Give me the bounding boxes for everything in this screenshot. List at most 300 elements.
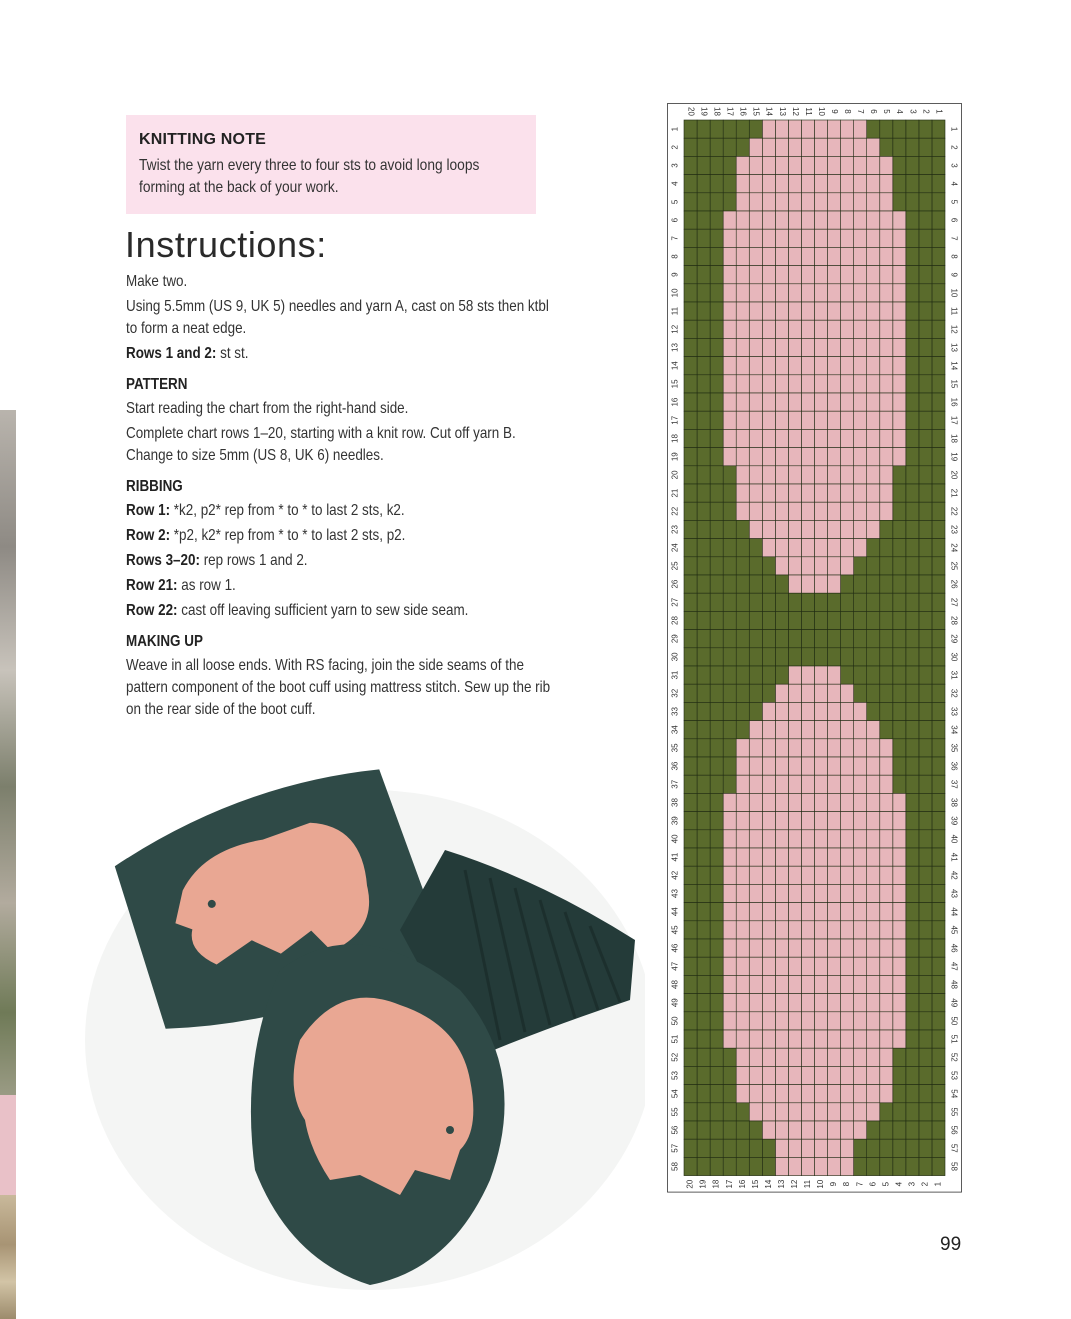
chart-cell-motif bbox=[867, 775, 880, 793]
chart-cell-motif bbox=[723, 411, 736, 429]
chart-cell-background bbox=[880, 702, 893, 720]
chart-cell-background bbox=[697, 884, 710, 902]
chart-cell-background bbox=[749, 557, 762, 575]
chart-cell-motif bbox=[775, 520, 788, 538]
chart-cell-motif bbox=[775, 557, 788, 575]
chart-cell-background bbox=[919, 357, 932, 375]
chart-cell-background bbox=[723, 1103, 736, 1121]
chart-cell-background bbox=[775, 630, 788, 648]
chart-cell-motif bbox=[880, 957, 893, 975]
stitch-number-label: 38 bbox=[670, 798, 680, 807]
chart-cell-motif bbox=[841, 812, 854, 830]
chart-cell-motif bbox=[801, 739, 814, 757]
chart-cell-background bbox=[932, 338, 945, 356]
chart-cell-background bbox=[710, 812, 723, 830]
ribbing-row bbox=[126, 500, 563, 522]
chart-cell-motif bbox=[854, 229, 867, 247]
stitch-number-label: 4 bbox=[949, 181, 959, 186]
chart-cell-background bbox=[919, 1066, 932, 1084]
chart-cell-motif bbox=[801, 448, 814, 466]
chart-cell-background bbox=[710, 957, 723, 975]
colourwork-chart bbox=[667, 103, 963, 1195]
chart-cell-motif bbox=[762, 812, 775, 830]
chart-cell-motif bbox=[801, 903, 814, 921]
chart-cell-background bbox=[893, 702, 906, 720]
chart-cell-background bbox=[762, 575, 775, 593]
chart-cell-background bbox=[697, 156, 710, 174]
chart-cell-background bbox=[919, 229, 932, 247]
chart-cell-background bbox=[723, 739, 736, 757]
chart-cell-motif bbox=[854, 247, 867, 265]
chart-cell-background bbox=[919, 630, 932, 648]
stitch-number-label: 45 bbox=[670, 925, 680, 935]
chart-cell-motif bbox=[828, 994, 841, 1012]
chart-cell-motif bbox=[762, 702, 775, 720]
chart-cell-background bbox=[906, 502, 919, 520]
chart-cell-background bbox=[919, 866, 932, 884]
chart-cell-background bbox=[697, 648, 710, 666]
chart-cell-background bbox=[893, 575, 906, 593]
chart-cell-background bbox=[880, 1139, 893, 1157]
chart-cell-motif bbox=[788, 284, 801, 302]
chart-cell-background bbox=[723, 1121, 736, 1139]
row-number-label: 14 bbox=[764, 107, 774, 116]
chart-cell-motif bbox=[828, 175, 841, 193]
chart-cell-background bbox=[684, 1048, 697, 1066]
chart-cell-background bbox=[710, 466, 723, 484]
chart-cell-motif bbox=[828, 921, 841, 939]
stitch-number-label: 48 bbox=[670, 980, 680, 989]
stitch-number-label: 22 bbox=[670, 506, 680, 516]
chart-cell-background bbox=[684, 429, 697, 447]
chart-cell-motif bbox=[854, 193, 867, 211]
chart-cell-motif bbox=[880, 448, 893, 466]
chart-cell-background bbox=[762, 1139, 775, 1157]
chart-cell-motif bbox=[815, 1012, 828, 1030]
stitch-number-label: 53 bbox=[670, 1071, 680, 1080]
chart-cell-motif bbox=[801, 138, 814, 156]
chart-cell-background bbox=[932, 721, 945, 739]
chart-cell-background bbox=[932, 1030, 945, 1048]
chart-cell-motif bbox=[723, 302, 736, 320]
stitch-number-label: 13 bbox=[949, 343, 959, 352]
chart-cell-background bbox=[919, 1157, 932, 1175]
chart-cell-background bbox=[906, 1085, 919, 1103]
chart-cell-motif bbox=[736, 884, 749, 902]
chart-cell-background bbox=[710, 193, 723, 211]
chart-cell-motif bbox=[723, 1030, 736, 1048]
chart-cell-background bbox=[893, 775, 906, 793]
chart-cell-motif bbox=[867, 1030, 880, 1048]
chart-cell-background bbox=[867, 611, 880, 629]
row-number-label: 17 bbox=[725, 107, 735, 116]
chart-cell-motif bbox=[788, 393, 801, 411]
chart-cell-background bbox=[697, 266, 710, 284]
chart-cell-motif bbox=[880, 775, 893, 793]
chart-cell-motif bbox=[749, 1048, 762, 1066]
stitch-number-label: 12 bbox=[949, 324, 959, 334]
chart-cell-motif bbox=[788, 156, 801, 174]
chart-cell-motif bbox=[762, 775, 775, 793]
chart-cell-motif bbox=[775, 975, 788, 993]
stitch-number-label: 10 bbox=[949, 288, 959, 298]
chart-cell-motif bbox=[736, 375, 749, 393]
stitch-number-label: 33 bbox=[949, 707, 959, 716]
row-number-label: 10 bbox=[816, 1179, 826, 1189]
chart-cell-background bbox=[684, 957, 697, 975]
chart-cell-background bbox=[893, 593, 906, 611]
chart-cell-motif bbox=[854, 211, 867, 229]
chart-cell-background bbox=[723, 666, 736, 684]
stitch-number-label: 26 bbox=[670, 579, 680, 589]
stitch-number-label: 39 bbox=[949, 816, 959, 826]
chart-cell-background bbox=[749, 575, 762, 593]
chart-cell-background bbox=[697, 903, 710, 921]
chart-cell-motif bbox=[788, 1030, 801, 1048]
chart-cell-motif bbox=[801, 666, 814, 684]
chart-cell-motif bbox=[736, 848, 749, 866]
chart-cell-background bbox=[697, 793, 710, 811]
chart-cell-background bbox=[906, 611, 919, 629]
chart-cell-motif bbox=[801, 539, 814, 557]
chart-cell-background bbox=[697, 411, 710, 429]
chart-cell-motif bbox=[788, 721, 801, 739]
chart-cell-background bbox=[880, 1121, 893, 1139]
chart-cell-motif bbox=[841, 921, 854, 939]
stitch-number-label: 34 bbox=[670, 725, 680, 735]
chart-cell-background bbox=[893, 757, 906, 775]
chart-cell-motif bbox=[867, 921, 880, 939]
chart-cell-motif bbox=[788, 848, 801, 866]
chart-cell-motif bbox=[880, 1048, 893, 1066]
chart-cell-motif bbox=[749, 866, 762, 884]
chart-cell-background bbox=[697, 666, 710, 684]
chart-cell-motif bbox=[815, 1139, 828, 1157]
chart-cell-background bbox=[736, 575, 749, 593]
chart-cell-motif bbox=[841, 757, 854, 775]
chart-cell-motif bbox=[762, 757, 775, 775]
chart-cell-background bbox=[710, 1121, 723, 1139]
chart-cell-background bbox=[736, 539, 749, 557]
chart-cell-motif bbox=[775, 702, 788, 720]
chart-cell-motif bbox=[828, 557, 841, 575]
chart-cell-motif bbox=[841, 247, 854, 265]
chart-cell-background bbox=[906, 1103, 919, 1121]
chart-cell-motif bbox=[841, 1012, 854, 1030]
chart-cell-motif bbox=[762, 229, 775, 247]
chart-cell-background bbox=[906, 739, 919, 757]
chart-cell-background bbox=[684, 175, 697, 193]
ribbing-row-label: Rows 3–20: bbox=[126, 552, 200, 569]
chart-cell-motif bbox=[749, 156, 762, 174]
chart-cell-motif bbox=[854, 502, 867, 520]
chart-cell-background bbox=[932, 975, 945, 993]
chart-cell-background bbox=[919, 775, 932, 793]
chart-cell-motif bbox=[788, 338, 801, 356]
chart-cell-background bbox=[841, 648, 854, 666]
chart-cell-background bbox=[932, 812, 945, 830]
chart-cell-background bbox=[919, 429, 932, 447]
chart-cell-background bbox=[919, 757, 932, 775]
chart-cell-motif bbox=[723, 1012, 736, 1030]
chart-cell-motif bbox=[828, 448, 841, 466]
chart-cell-motif bbox=[749, 320, 762, 338]
chart-cell-background bbox=[736, 1121, 749, 1139]
chart-cell-background bbox=[906, 648, 919, 666]
chart-cell-motif bbox=[828, 1139, 841, 1157]
chart-cell-motif bbox=[788, 484, 801, 502]
row-number-label: 15 bbox=[751, 107, 761, 116]
chart-cell-motif bbox=[893, 848, 906, 866]
chart-cell-background bbox=[736, 611, 749, 629]
chart-cell-motif bbox=[762, 903, 775, 921]
chart-cell-motif bbox=[788, 266, 801, 284]
chart-cell-background bbox=[697, 247, 710, 265]
chart-cell-background bbox=[749, 666, 762, 684]
stitch-number-label: 28 bbox=[670, 616, 680, 625]
chart-cell-motif bbox=[749, 429, 762, 447]
stitch-number-label: 42 bbox=[670, 870, 680, 880]
chart-cell-background bbox=[906, 375, 919, 393]
stitch-number-label: 46 bbox=[949, 943, 959, 953]
row-number-label: 19 bbox=[698, 1179, 708, 1189]
chart-cell-motif bbox=[736, 830, 749, 848]
ribbing-row-label: Row 22: bbox=[126, 602, 178, 619]
chart-cell-motif bbox=[841, 1103, 854, 1121]
chart-cell-background bbox=[710, 557, 723, 575]
stitch-number-label: 17 bbox=[949, 415, 959, 425]
chart-cell-background bbox=[932, 702, 945, 720]
chart-cell-motif bbox=[775, 1103, 788, 1121]
chart-cell-motif bbox=[762, 1085, 775, 1103]
chart-cell-motif bbox=[880, 156, 893, 174]
chart-cell-motif bbox=[775, 284, 788, 302]
chart-cell-motif bbox=[867, 338, 880, 356]
chart-cell-motif bbox=[841, 1139, 854, 1157]
stitch-number-label: 57 bbox=[670, 1143, 680, 1153]
chart-cell-background bbox=[906, 975, 919, 993]
chart-cell-motif bbox=[749, 247, 762, 265]
chart-cell-background bbox=[932, 775, 945, 793]
chart-cell-motif bbox=[893, 211, 906, 229]
chart-cell-background bbox=[906, 757, 919, 775]
chart-cell-motif bbox=[854, 429, 867, 447]
chart-cell-background bbox=[919, 994, 932, 1012]
chart-cell-motif bbox=[815, 757, 828, 775]
chart-cell-motif bbox=[854, 448, 867, 466]
chart-cell-motif bbox=[749, 1012, 762, 1030]
chart-cell-background bbox=[684, 302, 697, 320]
chart-cell-motif bbox=[788, 884, 801, 902]
chart-cell-motif bbox=[815, 357, 828, 375]
chart-cell-motif bbox=[736, 1030, 749, 1048]
chart-cell-motif bbox=[880, 975, 893, 993]
chart-cell-motif bbox=[801, 866, 814, 884]
chart-cell-background bbox=[710, 593, 723, 611]
chart-cell-motif bbox=[736, 266, 749, 284]
chart-cell-motif bbox=[749, 830, 762, 848]
chart-cell-background bbox=[828, 648, 841, 666]
chart-cell-background bbox=[932, 266, 945, 284]
stitch-number-label: 35 bbox=[949, 743, 959, 753]
chart-cell-background bbox=[906, 630, 919, 648]
chart-cell-background bbox=[788, 611, 801, 629]
chart-cell-motif bbox=[788, 520, 801, 538]
chart-cell-background bbox=[828, 630, 841, 648]
chart-cell-motif bbox=[854, 739, 867, 757]
stitch-number-label: 58 bbox=[670, 1162, 680, 1171]
chart-cell-motif bbox=[828, 211, 841, 229]
chart-cell-motif bbox=[762, 120, 775, 138]
chart-cell-motif bbox=[762, 502, 775, 520]
chart-cell-motif bbox=[854, 1012, 867, 1030]
chart-cell-motif bbox=[762, 175, 775, 193]
row-number-label: 16 bbox=[737, 1179, 747, 1189]
chart-cell-motif bbox=[828, 1121, 841, 1139]
row-number-label: 5 bbox=[882, 109, 892, 114]
chart-cell-motif bbox=[828, 975, 841, 993]
chart-cell-motif bbox=[749, 266, 762, 284]
chart-cell-motif bbox=[736, 284, 749, 302]
chart-cell-motif bbox=[841, 502, 854, 520]
chart-cell-background bbox=[906, 284, 919, 302]
chart-cell-motif bbox=[762, 1048, 775, 1066]
chart-cell-motif bbox=[880, 411, 893, 429]
chart-cell-background bbox=[867, 593, 880, 611]
chart-cell-motif bbox=[723, 266, 736, 284]
knitting-note-title: KNITTING NOTE bbox=[139, 131, 267, 148]
chart-cell-background bbox=[697, 1139, 710, 1157]
stitch-number-label: 48 bbox=[949, 980, 959, 989]
chart-cell-motif bbox=[867, 466, 880, 484]
chart-cell-motif bbox=[762, 921, 775, 939]
chart-cell-motif bbox=[828, 411, 841, 429]
chart-cell-background bbox=[801, 593, 814, 611]
chart-cell-background bbox=[723, 484, 736, 502]
chart-cell-background bbox=[684, 1085, 697, 1103]
chart-cell-motif bbox=[815, 903, 828, 921]
chart-cell-background bbox=[932, 284, 945, 302]
stitch-number-label: 57 bbox=[949, 1143, 959, 1153]
stitch-number-label: 2 bbox=[949, 145, 959, 150]
chart-cell-background bbox=[919, 921, 932, 939]
chart-cell-background bbox=[684, 484, 697, 502]
chart-cell-motif bbox=[893, 411, 906, 429]
chart-cell-motif bbox=[801, 793, 814, 811]
chart-cell-background bbox=[893, 120, 906, 138]
chart-cell-motif bbox=[775, 393, 788, 411]
chart-cell-motif bbox=[775, 812, 788, 830]
chart-cell-motif bbox=[801, 775, 814, 793]
chart-cell-background bbox=[684, 793, 697, 811]
chart-cell-background bbox=[932, 557, 945, 575]
stitch-number-label: 10 bbox=[670, 288, 680, 298]
chart-cell-background bbox=[684, 739, 697, 757]
chart-cell-motif bbox=[867, 1085, 880, 1103]
chart-cell-motif bbox=[854, 903, 867, 921]
chart-cell-motif bbox=[788, 1121, 801, 1139]
chart-cell-background bbox=[723, 611, 736, 629]
chart-cell-background bbox=[710, 229, 723, 247]
chart-cell-motif bbox=[867, 739, 880, 757]
knitting-note-text: Twist the yarn every three to four sts to avoid long loops forming at the back of your work. bbox=[139, 157, 480, 196]
chart-cell-background bbox=[919, 302, 932, 320]
row-number-label: 14 bbox=[763, 1179, 773, 1189]
chart-cell-motif bbox=[854, 1103, 867, 1121]
chart-cell-background bbox=[932, 1066, 945, 1084]
chart-cell-motif bbox=[749, 739, 762, 757]
stitch-number-label: 25 bbox=[949, 561, 959, 571]
chart-cell-motif bbox=[788, 903, 801, 921]
chart-cell-motif bbox=[801, 320, 814, 338]
stitch-number-label: 30 bbox=[949, 652, 959, 662]
chart-cell-background bbox=[762, 593, 775, 611]
chart-cell-motif bbox=[788, 812, 801, 830]
chart-cell-motif bbox=[788, 247, 801, 265]
stitch-number-label: 43 bbox=[670, 889, 680, 898]
chart-cell-background bbox=[906, 338, 919, 356]
stitch-number-label: 35 bbox=[670, 743, 680, 753]
chart-cell-motif bbox=[736, 812, 749, 830]
chart-cell-motif bbox=[841, 775, 854, 793]
chart-cell-background bbox=[697, 611, 710, 629]
chart-cell-motif bbox=[815, 921, 828, 939]
chart-cell-background bbox=[906, 266, 919, 284]
chart-cell-background bbox=[710, 775, 723, 793]
chart-cell-background bbox=[906, 684, 919, 702]
chart-cell-motif bbox=[854, 156, 867, 174]
chart-cell-motif bbox=[762, 193, 775, 211]
chart-cell-motif bbox=[723, 393, 736, 411]
chart-cell-background bbox=[906, 156, 919, 174]
stitch-number-label: 5 bbox=[670, 199, 680, 205]
chart-cell-background bbox=[906, 1139, 919, 1157]
chart-cell-motif bbox=[775, 1139, 788, 1157]
chart-cell-motif bbox=[828, 357, 841, 375]
chart-cell-motif bbox=[893, 884, 906, 902]
chart-cell-motif bbox=[775, 375, 788, 393]
instructions-heading: Instructions: bbox=[125, 224, 327, 265]
chart-cell-motif bbox=[815, 739, 828, 757]
chart-cell-background bbox=[854, 666, 867, 684]
chart-cell-background bbox=[684, 775, 697, 793]
chart-cell-motif bbox=[815, 1048, 828, 1066]
chart-cell-background bbox=[919, 411, 932, 429]
chart-cell-motif bbox=[893, 830, 906, 848]
chart-cell-background bbox=[906, 921, 919, 939]
chart-cell-background bbox=[919, 520, 932, 538]
chart-cell-motif bbox=[775, 1085, 788, 1103]
chart-cell-motif bbox=[854, 775, 867, 793]
chart-cell-background bbox=[684, 357, 697, 375]
stitch-number-label: 41 bbox=[670, 852, 680, 862]
stitch-number-label: 19 bbox=[670, 452, 680, 462]
chart-cell-background bbox=[906, 812, 919, 830]
chart-cell-motif bbox=[841, 138, 854, 156]
stitch-number-label: 16 bbox=[670, 397, 680, 407]
chart-cell-background bbox=[854, 648, 867, 666]
chart-cell-background bbox=[893, 1048, 906, 1066]
chart-cell-background bbox=[893, 1157, 906, 1175]
chart-cell-background bbox=[710, 175, 723, 193]
stitch-number-label: 8 bbox=[670, 254, 680, 259]
chart-cell-background bbox=[684, 648, 697, 666]
chart-cell-background bbox=[854, 1139, 867, 1157]
chart-cell-background bbox=[841, 611, 854, 629]
row-number-label: 9 bbox=[829, 109, 839, 114]
chart-cell-background bbox=[775, 575, 788, 593]
chart-cell-motif bbox=[775, 266, 788, 284]
